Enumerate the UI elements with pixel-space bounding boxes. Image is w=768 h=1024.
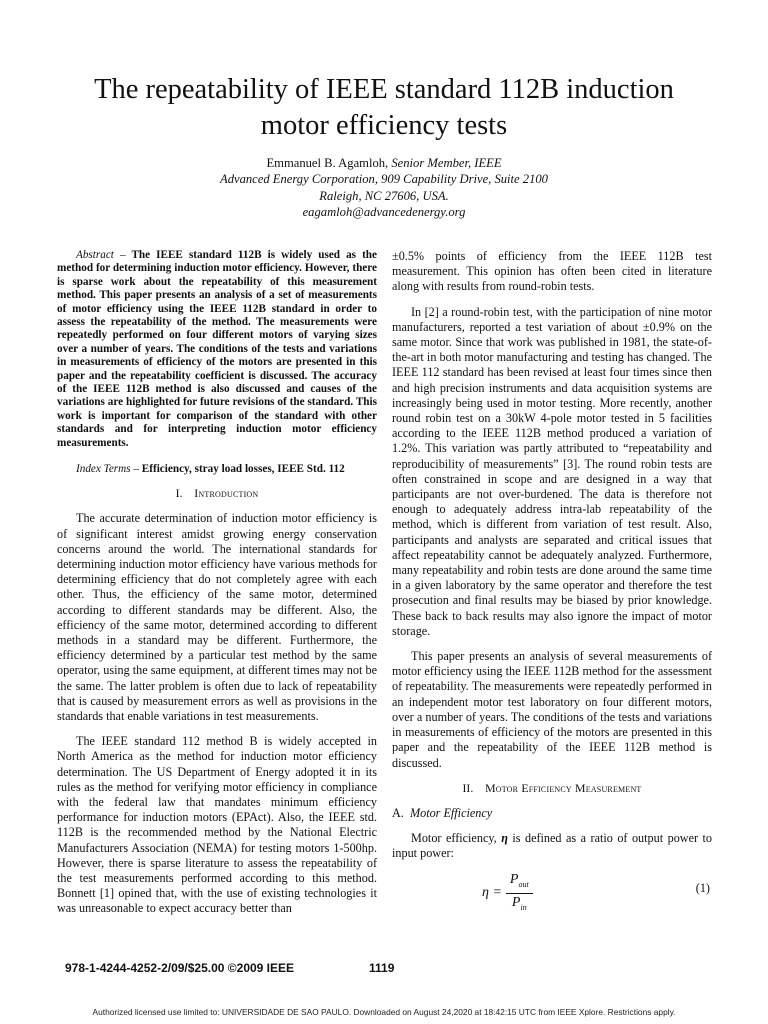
equation-number: (1) [695, 880, 710, 895]
paper-title-line-1: The repeatability of IEEE standard 112B induction [94, 74, 674, 105]
right-column [392, 249, 712, 912]
denominator-symbol: P [511, 894, 521, 910]
denominator-subscript: in [520, 902, 527, 912]
abstract-text: The IEEE standard 112B is widely used as the method for determining induction motor efficiency. However, there is sparse work about the repeatability of this measurement method. This paper presents an analysis of a set of measurements of motor efficiency using the IEEE 112B standard in order to assess the repeatability of the method. The measurements were repeatedly performed on four different motors of varying sizes over a number of years. The conditions of the tests and variations in measurements of efficiency of the motors are presented in this paper and the repeatability coefficient is discussed. The accuracy of the IEEE 112B method is also discussed and causes of the variations are highlighted for future revisions of the standard. This work is important for comparison of the standard with other standards and for interpreting induction motor efficiency measurements. [57, 249, 377, 449]
author-affiliation: Advanced Energy Corporation, 909 Capability Drive, Suite 2100 [220, 172, 548, 187]
efficiency-definition [392, 831, 712, 861]
author-name: Emmanuel B. Agamloh, [266, 156, 389, 170]
author-email: eagamloh@advancedenergy.org [302, 204, 466, 219]
eta-symbol: η [501, 831, 508, 846]
subsection-heading-motor-efficiency [392, 806, 712, 821]
section-number: I. [175, 486, 183, 501]
license-notice: Authorized licensed use limited to: UNIVERSIDADE DE SAO PAULO. Downloaded on August 24,2020 at 18:42:15 UTC from IEEE Xplore. Restrictions apply. [92, 1007, 676, 1017]
intro-paragraph-continued: ±0.5% points of efficiency from the IEEE 112B test measurement. This opinion has often been cited in literature along with results from round-robin tests. [392, 249, 712, 294]
section-number: II. [462, 780, 474, 795]
paper-title [40, 72, 728, 144]
equation-1 [392, 872, 712, 912]
intro-paragraph-3: In [2] a round-robin test, with the participation of nine motor manufacturers, reported a test variation of about ±0.9% on the same motor. Since that work was published in 1981, the state-of-the-art in both motor manufacturing and testing has changed. The IEEE 112 standard has been revised at least four times since then and high precision instruments and data acquisition systems are increasingly being used in motor testing. More recently, another round robin test on a 30kW 4-pole motor tested in 5 facilities according to the IEEE 112B method produced a variation of 1.2%. This variation was partly attributed to “repeatability and reproducibility of measurements” [3]. The round robin tests are often constrained in scope and are designed in a way that participants are not over-burdened. The data is therefore not enough to adequately address intra-lab repeatability of the method, which is different from variation of test result. Also, participants and analysts are separated and critical issues that affect repeatability cannot be adequately analyzed. Furthermore, many repeatability and robin tests are done around the same time in a given laboratory by the same operator and therefore the test prosecution and final results may be biased by prior knowledge. These back to back results may also ignore the impact of motor storage. [392, 304, 712, 638]
intro-paragraph-1: The accurate determination of induction motor efficiency is of significant interest amidst growing energy conservation concerns around the world. The international standards for determining induction motor efficiency have various methods for determining efficiency that do not completely agree with each other. Thus, the efficiency of the same motor, determined according to different standards may be different. Also, the efficiency of the same motor, determined according to different methods in a standard may be different. Furthermore, the efficiency determined by a particular test method by the same operator, using the same equipment, at different times may not be the same. The latter problem is often due to lack of repeatability that is caused by measurement errors as well as provisions in the standards that enable variations in test measurements. [57, 511, 377, 723]
abstract-lead: Abstract – [76, 249, 126, 261]
author-line [100, 155, 668, 171]
index-terms [57, 462, 377, 476]
efficiency-definition-after: is defined as a ratio of output power to input power: [392, 831, 713, 861]
efficiency-definition-before: Motor efficiency, [411, 831, 497, 846]
equation-body [482, 872, 533, 915]
section-heading-motor-efficiency-measurement [392, 781, 712, 796]
author-role: Senior Member, IEEE [391, 156, 502, 170]
numerator-symbol: P [509, 871, 519, 887]
index-terms-lead: Index Terms – [76, 463, 139, 476]
author-block [100, 155, 668, 220]
equation-denominator [508, 894, 531, 915]
subsection-number: A. [392, 805, 404, 820]
subsection-title: Motor Efficiency [409, 805, 493, 820]
section-heading-introduction [57, 486, 377, 501]
page-number: 1119 [369, 961, 395, 975]
intro-paragraph-4: This paper presents an analysis of several measurements of motor efficiency using the IEEE 112B method for the assessment of repeatability. The measurements were repeatedly performed in an independent motor test laboratory on four different motors, over a number of years. The conditions of the tests and variations in measurements of efficiency of the motors are presented in this paper and the repeatability of the IEEE 112B method is discussed. [392, 649, 712, 770]
author-address: Raleigh, NC 27606, USA. [319, 188, 449, 203]
left-column [57, 249, 377, 927]
copyright-line: 978-1-4244-4252-2/09/$25.00 ©2009 IEEE [65, 961, 295, 975]
section-title: Motor Efficiency Measurement [485, 780, 642, 795]
paper-title-line-2: motor efficiency tests [260, 110, 508, 141]
abstract [57, 249, 377, 450]
numerator-subscript: out [518, 879, 529, 889]
index-terms-text: Efficiency, stray load losses, IEEE Std. 112 [141, 463, 345, 476]
intro-paragraph-2: The IEEE standard 112 method B is widely accepted in North America as the method for induction motor efficiency determination. The US Department of Energy adopted it in its rules as the method for verifying motor efficiency in compliance with the federal law that mandates minimum efficiency performance for induction motors (EPAct). Also, the IEEE std. 112B is the recommended method by the National Electric Manufacturers Association (NEMA) for testing motors 1-500hp. However, there is sparse literature to assess the repeatability of the test measurements performed according to this method. Bonnett [1] opined that, with the use of existing technologies it was unreasonable to expect accuracy better than [57, 734, 377, 916]
equation-lhs: η = [482, 885, 502, 901]
equation-fraction [506, 872, 533, 915]
section-title: Introduction [194, 486, 259, 501]
equation-numerator [506, 872, 533, 894]
